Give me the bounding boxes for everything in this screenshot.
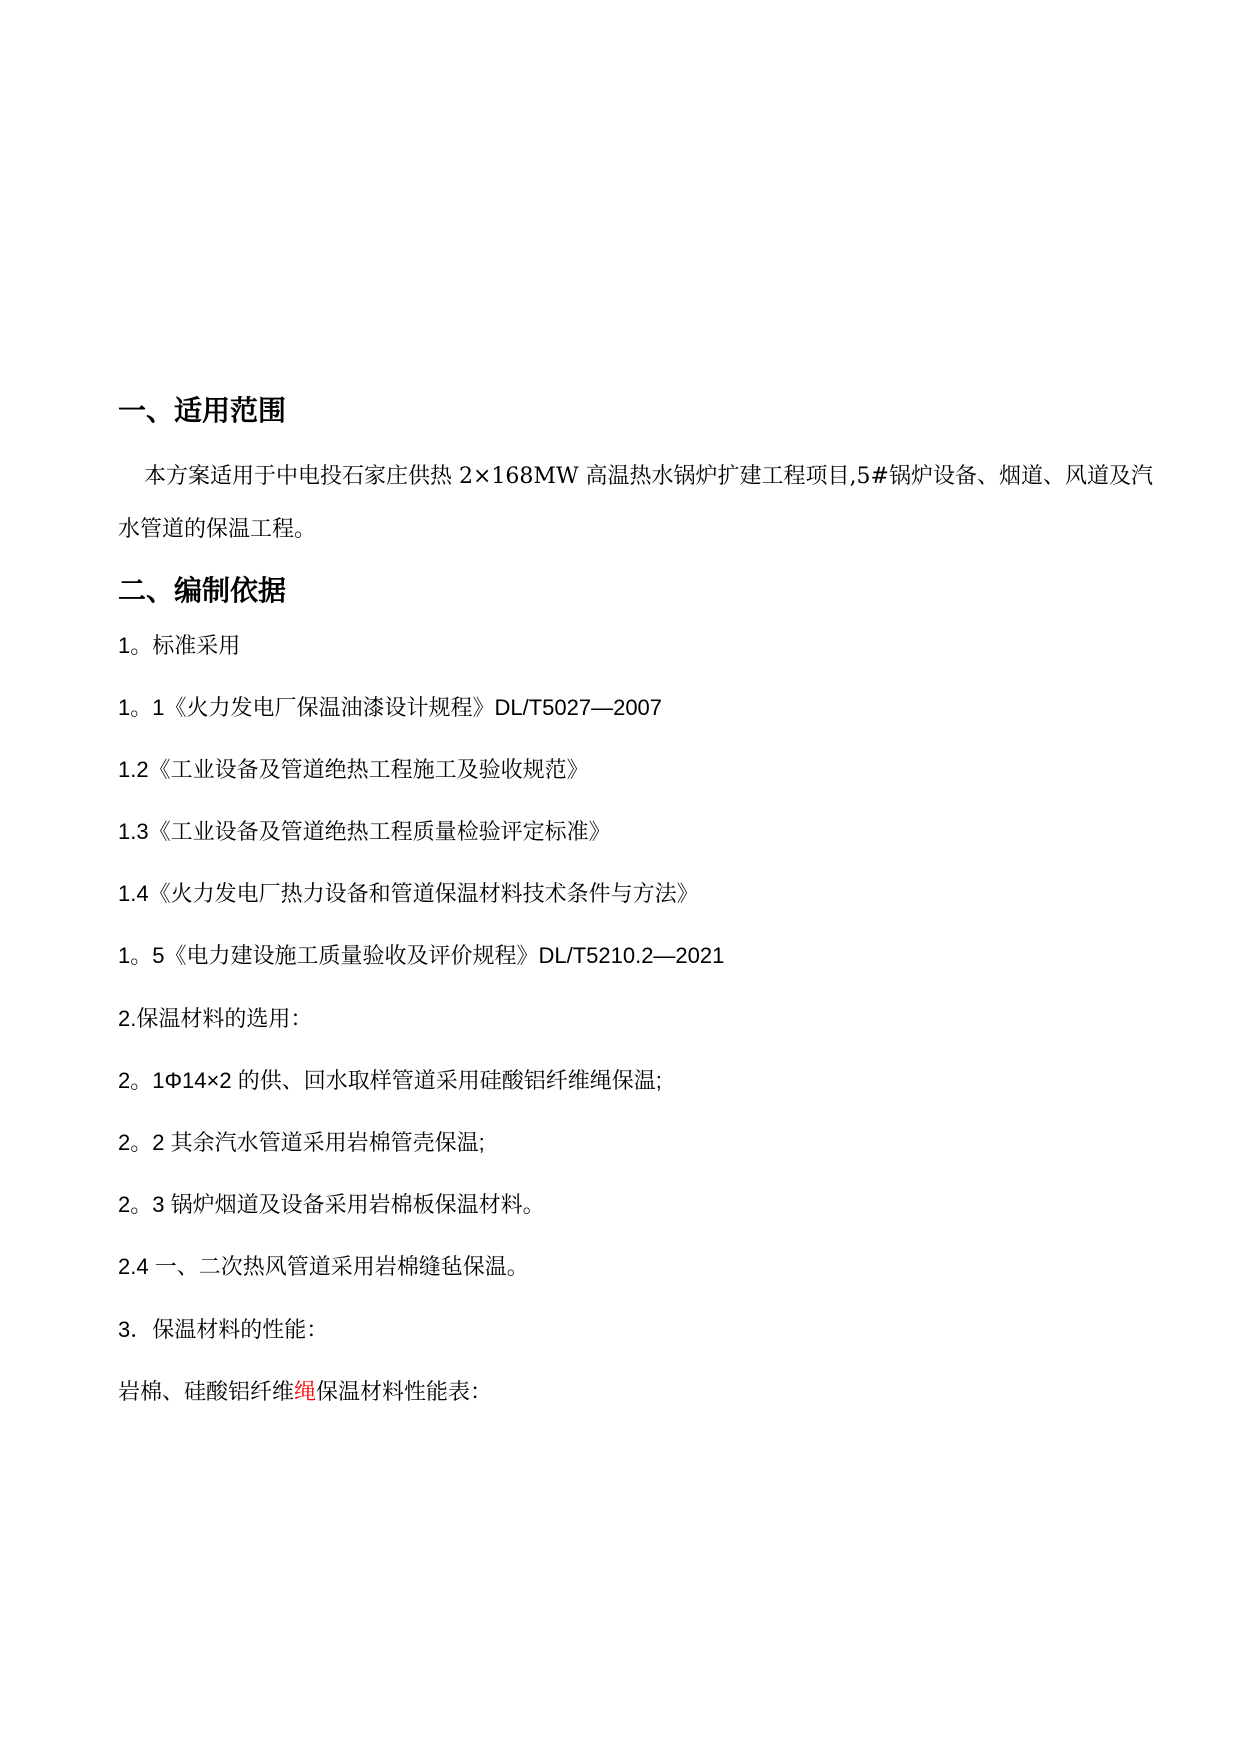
list-item-materials-performance: 3．保温材料的性能： [118,1317,329,1342]
list-item-2-4: 2.4 一、二次热风管道采用岩棉缝毡保温。 [118,1254,529,1279]
table-caption-after: 保温材料性能表： [316,1379,493,1404]
list-item-1-1: 1。1《火力发电厂保温油漆设计规程》DL/T5027—2007 [118,695,663,720]
list-item-1-5: 1。5《电力建设施工质量验收及评价规程》DL/T5210.2—2021 [118,943,725,968]
list-item-2-3: 2。3 锅炉烟道及设备采用岩棉板保温材料。 [118,1192,545,1217]
list-item-2-1: 2。1Φ14×2 的供、回水取样管道采用硅酸铝纤维绳保温; [118,1068,662,1093]
list-item-2-2: 2。2 其余汽水管道采用岩棉管壳保温; [118,1130,485,1155]
table-caption-before: 岩棉、硅酸铝纤维 [118,1379,295,1404]
list-item-materials-selection: 2.保温材料的选用： [118,1006,313,1031]
section-heading-basis: 二、编制依据 [118,574,287,607]
table-caption [118,1377,1161,1407]
section-heading-scope: 一、适用范围 [118,394,287,427]
list-item-1-4: 1.4《火力发电厂热力设备和管道保温材料技术条件与方法》 [118,881,699,906]
scope-paragraph: 本方案适用于中电投石家庄供热 2×168MW 高温热水锅炉扩建工程项目,5#锅炉设备、烟道、风道及汽水管道的保温工程。 [118,464,1153,542]
list-item-1-3: 1.3《工业设备及管道绝热工程质量检验评定标准》 [118,819,611,844]
list-item-standards: 1。标准采用 [118,633,241,658]
list-item-1-2: 1.2《工业设备及管道绝热工程施工及验收规范》 [118,757,589,782]
table-caption-highlight: 绳 [294,1379,317,1404]
